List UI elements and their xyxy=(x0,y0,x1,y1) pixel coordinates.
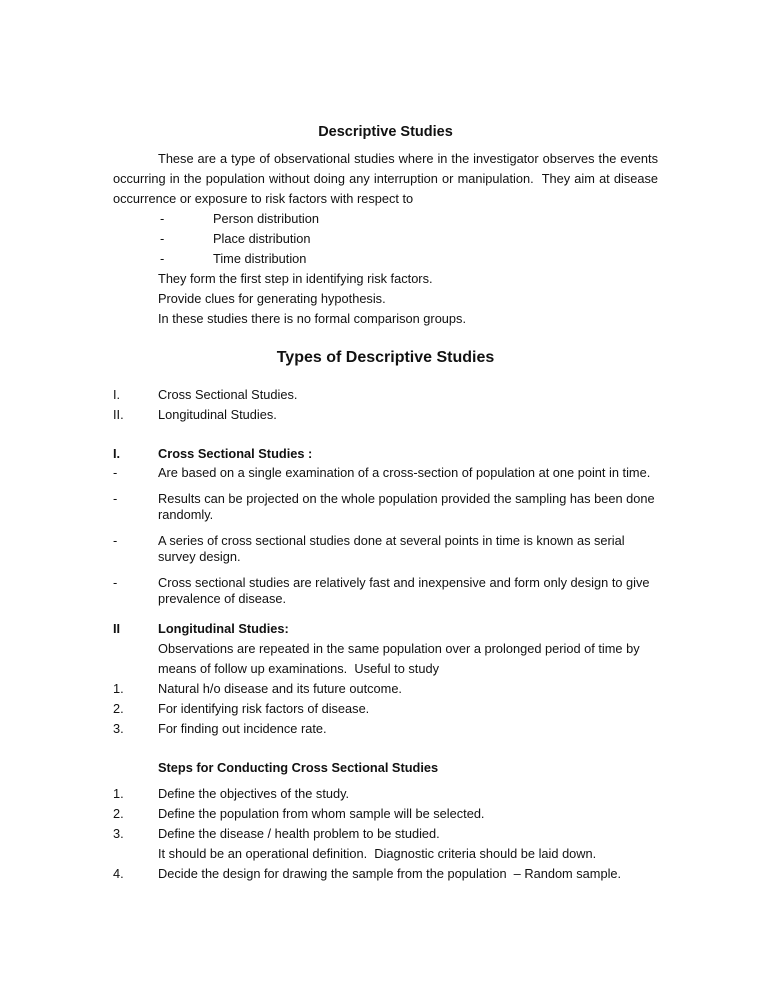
dash-bullet: - xyxy=(113,491,118,506)
note-line: Provide clues for generating hypothesis. xyxy=(158,291,386,306)
numbered-item xyxy=(113,719,658,739)
list-item-text: Longitudinal Studies. xyxy=(158,407,277,422)
list-item-text: Cross Sectional Studies. xyxy=(158,387,298,402)
list-item xyxy=(113,385,658,405)
bullet-point-text: Results can be projected on the whole population provided the sampling has been done randomly. xyxy=(158,491,659,522)
item-number: 4. xyxy=(113,866,124,881)
list-item xyxy=(113,249,658,269)
distribution-list xyxy=(113,209,658,269)
bullet-point xyxy=(113,575,658,607)
numbered-item-text: Decide the design for drawing the sample from the population – Random sample. xyxy=(158,866,622,881)
numbered-item-text: For identifying risk factors of disease. xyxy=(158,701,370,716)
section-heading xyxy=(113,444,658,464)
dash-bullet: - xyxy=(160,211,165,226)
dash-bullet: - xyxy=(113,465,118,480)
numbered-item xyxy=(113,824,658,844)
bullet-point-text: A series of cross sectional studies done at several points in time is known as serial survey design. xyxy=(158,533,629,564)
steps-list xyxy=(113,784,658,884)
numbered-item-text: Define the disease / health problem to be studied. xyxy=(158,826,440,841)
section-marker: II xyxy=(113,621,121,636)
longitudinal-points xyxy=(113,679,658,739)
numbered-item xyxy=(113,699,658,719)
item-number: 3. xyxy=(113,721,124,736)
types-list xyxy=(113,385,658,425)
list-item xyxy=(113,229,658,249)
longitudinal-paragraph: Observations are repeated in the same population over a prolonged period of time by means of follow up examinations. Useful to study xyxy=(158,641,644,676)
numbered-item-text: Natural h/o disease and its future outcome. xyxy=(158,681,402,696)
item-number: 1. xyxy=(113,786,124,801)
numbered-item xyxy=(113,679,658,699)
list-item xyxy=(113,405,658,425)
numbered-item-text: Define the population from whom sample will be selected. xyxy=(158,806,485,821)
bullet-point xyxy=(113,465,658,481)
step-note: It should be an operational definition. Diagnostic criteria should be laid down. xyxy=(158,846,597,861)
dash-bullet: - xyxy=(113,533,118,548)
document-title: Descriptive Studies xyxy=(318,124,453,140)
dash-bullet: - xyxy=(160,251,165,266)
dash-bullet: - xyxy=(160,231,165,246)
numbered-item xyxy=(113,804,658,824)
list-item-text: Place distribution xyxy=(213,231,311,246)
section-steps xyxy=(113,758,658,884)
numbered-item-text: Define the objectives of the study. xyxy=(158,786,350,801)
list-item-text: Person distribution xyxy=(213,211,319,226)
numbered-item xyxy=(113,784,658,804)
dash-bullet: - xyxy=(113,575,118,590)
numbered-item xyxy=(113,864,658,884)
item-number: 2. xyxy=(113,701,124,716)
item-number: 1. xyxy=(113,681,124,696)
note-line: In these studies there is no formal comparison groups. xyxy=(158,311,466,326)
section-heading xyxy=(113,619,658,639)
types-heading: Types of Descriptive Studies xyxy=(276,349,495,366)
section-cross-sectional xyxy=(113,444,658,607)
roman-numeral: II. xyxy=(113,407,124,422)
bullet-point xyxy=(113,533,658,565)
steps-heading: Steps for Conducting Cross Sectional Studies xyxy=(158,760,439,775)
note-line: They form the first step in identifying risk factors. xyxy=(158,271,433,286)
section-longitudinal xyxy=(113,619,658,739)
section-heading-text: Cross Sectional Studies : xyxy=(158,446,313,461)
section-marker: I. xyxy=(113,446,121,461)
item-number: 3. xyxy=(113,826,124,841)
numbered-item-text: For finding out incidence rate. xyxy=(158,721,327,736)
section-heading-text: Longitudinal Studies: xyxy=(158,621,289,636)
item-number: 2. xyxy=(113,806,124,821)
bullet-point-text: Are based on a single examination of a cross-section of population at one point in time. xyxy=(158,465,651,480)
list-item-text: Time distribution xyxy=(213,251,307,266)
bullet-point-text: Cross sectional studies are relatively fast and inexpensive and form only design to give prevalence of disease. xyxy=(158,575,654,606)
list-item xyxy=(113,209,658,229)
bullet-point xyxy=(113,491,658,523)
cross-sectional-points xyxy=(113,465,658,607)
roman-numeral: I. xyxy=(113,387,121,402)
intro-paragraph: These are a type of observational studies where in the investigator observes the events occurring in the population without doing any interruption or manipulation. They aim at disease occurrence or exposure to risk factors with respect to xyxy=(113,151,662,206)
notes-block xyxy=(113,269,658,329)
